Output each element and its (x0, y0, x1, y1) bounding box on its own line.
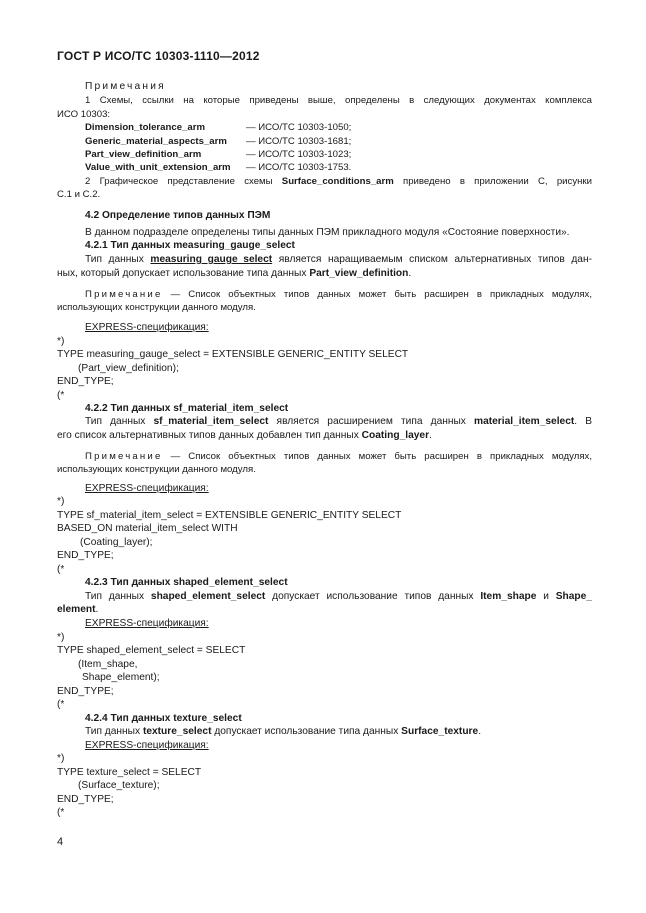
ref-doc-3: — ИСО/ТС 10303-1023; (246, 149, 352, 160)
section-4-2-intro: В данном подразделе определены типы данных ПЭМ прикладного модуля «Состояние поверхности». (85, 227, 570, 238)
section-4-2-heading: 4.2 Определение типов данных ПЭМ (85, 210, 271, 221)
section-4-2-4-para: Тип данных texture_select допускает использование типа данных Surface_texture. (85, 726, 482, 737)
note-2-line-1: 2 Графическое представление схемы Surface_conditions_arm приведено в приложении С, рисунки (85, 176, 592, 187)
section-4-2-1-note-line-1: Примечание — Список объектных типов данных может быть расширен в прикладных модулях, (85, 289, 592, 300)
ref-name-4: Value_with_unit_extension_arm (85, 162, 231, 173)
section-4-2-4-heading: 4.2.4 Тип данных texture_select (85, 713, 242, 724)
section-4-2-2-note-line-2: использующих конструкции данного модуля. (57, 464, 256, 475)
code-line: TYPE texture_select = SELECT (57, 767, 202, 778)
code-line: (Surface_texture); (78, 780, 160, 791)
section-4-2-1-para-line-1: Тип данных measuring_gauge_select является наращиваемым списком альтернативных типов дан- (85, 254, 592, 265)
code-line: END_TYPE; (57, 686, 114, 697)
section-4-2-1-para-line-2: ных, который допускает использование типа данных Part_view_definition. (57, 268, 412, 279)
express-spec-label-4: EXPRESS-спецификация: (85, 740, 209, 751)
code-line: (Coating_layer); (80, 537, 153, 548)
code-line: TYPE shaped_element_select = SELECT (57, 645, 246, 656)
ref-name-3: Part_view_definition_arm (85, 149, 202, 160)
section-4-2-3-heading: 4.2.3 Тип данных shaped_element_select (85, 577, 288, 588)
section-4-2-3-para-line-1: Тип данных shaped_element_select допускает использование типов данных Item_shape и Shape_ (85, 591, 592, 602)
code-line: *) (57, 753, 65, 764)
section-4-2-1-note-line-2: использующих конструкции данного модуля. (57, 302, 256, 313)
document-header: ГОСТ Р ИСО/ТС 10303-1110—2012 (57, 49, 260, 63)
ref-doc-2: — ИСО/ТС 10303-1681; (246, 136, 352, 147)
code-line: *) (57, 336, 65, 347)
section-4-2-3-para-line-2: element. (57, 604, 99, 615)
section-4-2-1-heading: 4.2.1 Тип данных measuring_gauge_select (85, 240, 295, 251)
code-line: END_TYPE; (57, 550, 114, 561)
code-line: TYPE measuring_gauge_select = EXTENSIBLE GENERIC_ENTITY SELECT (57, 349, 409, 360)
code-line: *) (57, 632, 65, 643)
code-line: END_TYPE; (57, 794, 114, 805)
ref-doc-1: — ИСО/ТС 10303-1050; (246, 122, 352, 133)
ref-doc-4: — ИСО/ТС 10303-1753. (246, 162, 352, 173)
code-line: END_TYPE; (57, 376, 114, 387)
code-line: BASED_ON material_item_select WITH (57, 523, 238, 534)
ref-name-2: Generic_material_aspects_arm (85, 136, 227, 147)
code-line: Shape_element); (82, 672, 160, 683)
notes-heading: Примечания (85, 81, 166, 92)
section-4-2-2-heading: 4.2.2 Тип данных sf_material_item_select (85, 403, 289, 414)
code-line: *) (57, 496, 65, 507)
code-line: (* (57, 807, 65, 818)
page-number: 4 (57, 836, 64, 848)
note-1-line-1: 1 Схемы, ссылки на которые приведены выше, определены в следующих документах комплекса (85, 95, 592, 106)
section-4-2-2-para-line-1: Тип данных sf_material_item_select является расширением типа данных material_item_select. В (85, 416, 592, 427)
section-4-2-2-note-line-1: Примечание — Список объектных типов данных может быть расширен в прикладных модулях, (85, 451, 592, 462)
express-spec-label-3: EXPRESS-спецификация: (85, 618, 209, 629)
code-line: TYPE sf_material_item_select = EXTENSIBLE GENERIC_ENTITY SELECT (57, 510, 402, 521)
express-spec-label-1: EXPRESS-спецификация: (85, 322, 209, 333)
code-line: (Part_view_definition); (78, 363, 179, 374)
section-4-2-2-para-line-2: его список альтернативных типов данных добавлен тип данных Coating_layer. (57, 430, 432, 441)
code-line: (* (57, 564, 65, 575)
note-2-line-2: С.1 и С.2. (57, 189, 101, 200)
express-spec-label-2: EXPRESS-спецификация: (85, 483, 209, 494)
code-line: (* (57, 390, 65, 401)
code-line: (* (57, 699, 65, 710)
ref-name-1: Dimension_tolerance_arm (85, 122, 205, 133)
code-line: (Item_shape, (78, 659, 138, 670)
note-1-line-2: ИСО 10303: (57, 109, 111, 120)
